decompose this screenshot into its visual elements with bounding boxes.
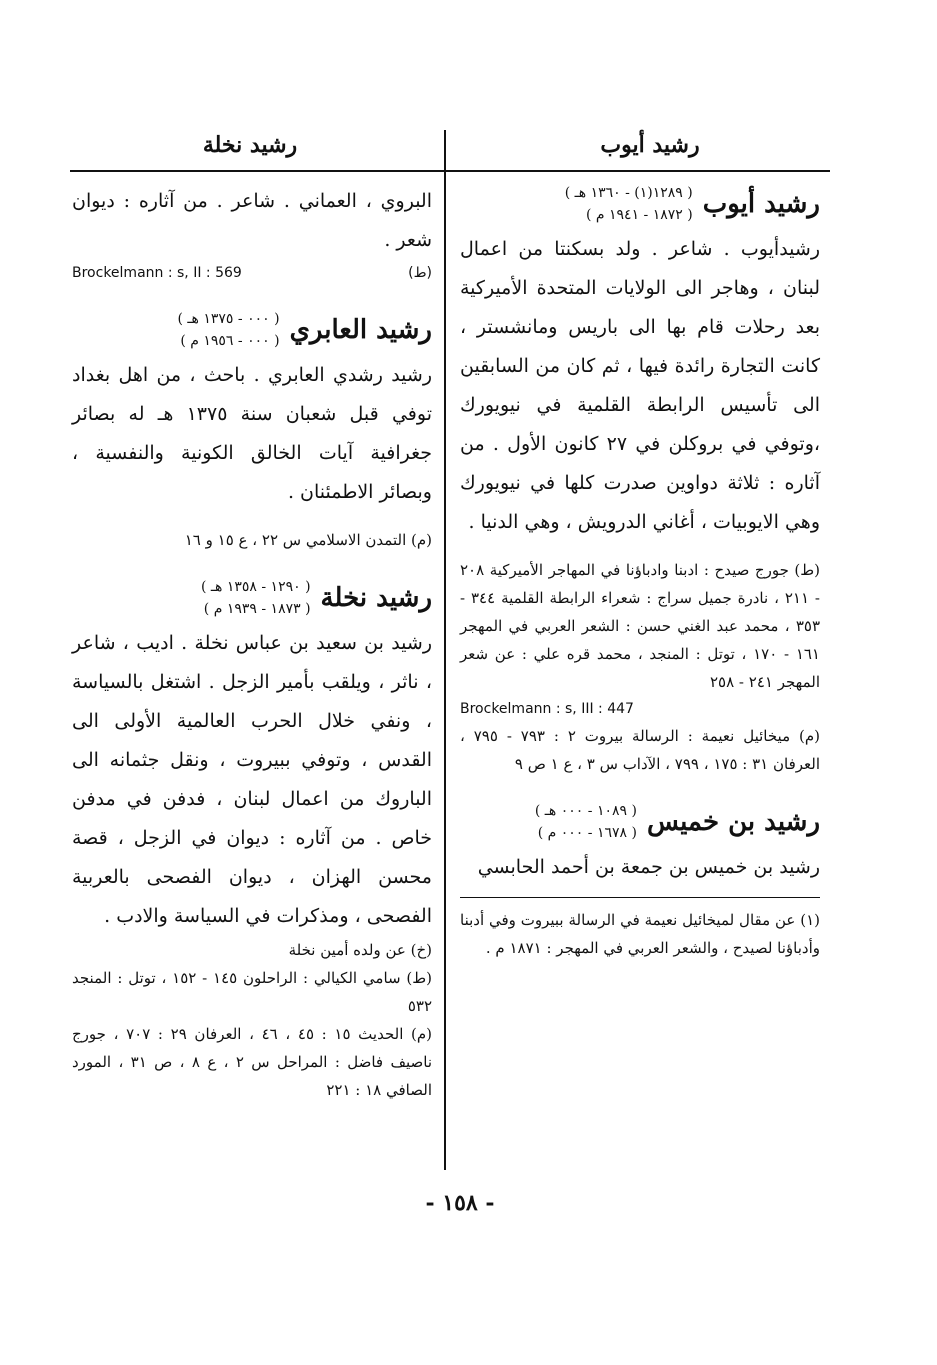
entry-body: رشيدأيوب . شاعر . ولد بسكنتا من اعمال لبنان ، وهاجر الى الولايات المتحدة الأميركية بعد رحلات قام بها الى باريس ومانشستر ، كانت التجارة رائدة فيها ، ثم كان من السابقين الى تأسيس الرابطة القلمية في نيويورك ،وتوفي في بروكلن في ٢٧ كانون الأول . من آثاره : ثلاثة دواوين صدرت كلها في نيويورك وهي الايوبيات ، أغاني الدرويش ، وهي الدنيا . [460, 238, 821, 533]
footnote-rule [460, 897, 820, 898]
entry-name: رشيد نخلة [320, 583, 432, 613]
dates-hijri: ( ١٠٨٩ - ٠٠٠ هـ ) [534, 803, 637, 819]
page-number: - ١٥٨ - [425, 1190, 495, 1216]
reference-m: (م) ميخائيل نعيمة : الرسالة بيروت ٢ : ٧٩٣ - ٧٩٥ ، العرفان ٣١ : ١٧٥ ، ٧٩٩ ، الآداب س ٣ ، ع ١ ص ٩ [460, 727, 821, 773]
continuation-text: البروي ، العماني . شاعر . من آثاره : ديوان شعر . [72, 190, 432, 251]
dates-hijri: ( ٠٠٠ - ١٣٧٥ هـ ) [177, 311, 280, 327]
reference-t: (ط) سامي الكيالي : الراحلون ١٤٥ - ١٥٢ ، توتل : المنجد ٥٣٢ [72, 969, 432, 1015]
reference-label: (ط) [408, 265, 432, 281]
dates-gregorian: ( ١٨٧٣ - ١٩٣٩ م ) [203, 601, 311, 617]
entry-header-ayoub [460, 182, 820, 226]
reference-latin: Brockelmann : s, III : 447 [460, 701, 634, 717]
header-rule [70, 170, 830, 172]
dates-gregorian: ( ١٨٧٢ - ١٩٤١ م ) [585, 207, 693, 223]
entry-header-nakhla [72, 576, 432, 620]
entry-dates [201, 576, 311, 620]
entry-name: رشيد بن خميس [646, 807, 820, 837]
dates-gregorian: ( ١٦٧٨ - ٠٠٠ م ) [537, 825, 637, 841]
entry-name: رشيد أيوب [702, 189, 820, 219]
reference-m: (م) الحديث ١٥ : ٤٥ ، ٤٦ ، العرفان ٢٩ : ٧٠٧ ، جورج ناصيف فاضل : المراحل س ٢ ، ع ٨ ، ص ٣١ ، المورد الصافي ١٨ : ٢٢١ [72, 1025, 433, 1099]
entry-body: رشيد بن سعيد بن عباس نخلة . اديب ، شاعر ، ناثر ، ويلقب بأمير الزجل . اشتغل بالسياسة ، ونفي خلال الحرب العالمية الأولى الى القدس ، وتوفي ببيروت ، ونقل جثمانه الى الباروك من اعمال لبنان ، فدفن في مدفن خاص . من آثاره : ديوان في الزجل ، قصة محسن الهزان ، ديوان الفصحى بالعربية الفصحى ، ومذكرات في السياسة والادب . [72, 632, 432, 927]
continuation-reference [72, 260, 432, 286]
entry-dates [535, 800, 637, 844]
reference-latin: Brockelmann : s, II : 569 [72, 265, 242, 281]
entry-name: رشيد العابري [289, 315, 432, 345]
reference-m: (م) التمدن الاسلامي س ٢٢ ، ع ١٥ و ١٦ [184, 531, 432, 549]
dates-hijri: ( ١٢٨٩(١) - ١٣٦٠ هـ ) [564, 185, 693, 201]
column-divider [444, 130, 446, 1170]
running-head-right: رشيد أيوب [600, 132, 700, 158]
entry-dates [178, 308, 280, 352]
running-head-left: رشيد نخلة [202, 132, 298, 158]
entry-body: رشيد بن خميس بن جمعة بن أحمد الحابسي [477, 856, 820, 878]
dates-gregorian: ( ٠٠٠ - ١٩٥٦ م ) [180, 333, 280, 349]
footnote: (١) عن مقال لميخائيل نعيمة في الرسالة ببيروت وفي أدبنا وأدباؤنا لصيدح ، والشعر العربي في المهجر : ١٨٧١ م . [460, 911, 820, 957]
entry-header-abiri [72, 308, 432, 352]
entry-header-khamis [460, 800, 820, 844]
entry-body: رشيد رشدي العابري . باحث ، من اهل بغداد توفي قبل شعبان سنة ١٣٧٥ هـ له بصائر جغرافية آيات الخالق الكونية والنفسية ، وبصائر الاطمئنان . [72, 364, 432, 503]
reference-kh: (خ) عن ولده أمين نخلة [288, 941, 432, 959]
reference-t: (ط) جورج صيدح : ادبنا وادباؤنا في المهاجر الأميركية ٢٠٨ - ٢١١ ، نادرة جميل سراج : شعراء الرابطة القلمية ٣٤٤ - ٣٥٣ ، محمد عبد الغني حسن : الشعر العربي في المهجر ١٦١ - ١٧٠ ، توتل : المنجد ، محمد قره علي : عن شعر المهجر ٢٤١ - ٢٥٨ [460, 561, 820, 691]
left-column [72, 182, 432, 1104]
entry-dates [565, 182, 693, 226]
right-column [460, 182, 820, 962]
dates-hijri: ( ١٢٩٠ - ١٣٥٨ هـ ) [200, 579, 311, 595]
